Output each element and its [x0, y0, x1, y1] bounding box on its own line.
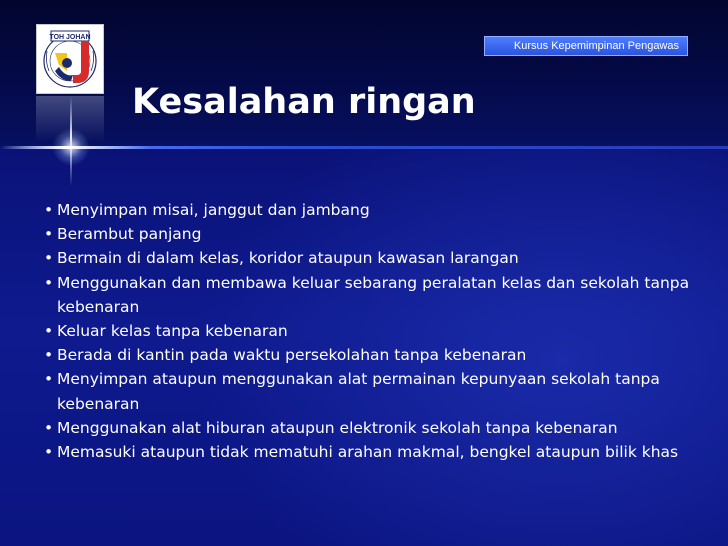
offence-list: [44, 198, 704, 464]
logo-text: TOH JOHAN: [49, 34, 91, 41]
list-item-text: Menggunakan alat hiburan ataupun elektronik sekolah tanpa kebenaran: [57, 418, 618, 437]
lens-flare-horizontal: [0, 146, 150, 149]
list-item: [44, 440, 704, 464]
list-item: [44, 416, 704, 440]
bullet-icon: •: [44, 418, 54, 437]
bullet-icon: •: [44, 443, 54, 462]
bullet-icon: •: [44, 346, 54, 365]
list-item: [44, 319, 704, 343]
bullet-icon: •: [44, 322, 54, 341]
list-item-text: Menyimpan misai, janggut dan jambang: [57, 201, 370, 219]
list-item: [44, 367, 704, 415]
list-item: [44, 222, 704, 246]
bullet-icon: •: [44, 273, 54, 292]
list-item: [44, 198, 704, 222]
school-logo: [36, 24, 104, 94]
list-item-text: Memasuki ataupun tidak mematuhi arahan makmal, bengkel ataupun bilik khas: [57, 443, 679, 462]
course-label: Kursus Kepemimpinan Pengawas: [484, 36, 688, 56]
list-item-text: Berada di kantin pada waktu persekolahan tanpa kebenaran: [57, 346, 527, 365]
list-item-text: Keluar kelas tanpa kebenaran: [57, 322, 288, 341]
school-crest-icon: [37, 25, 103, 93]
bullet-icon: •: [44, 249, 54, 268]
list-item-text: Menyimpan ataupun menggunakan alat permainan kepunyaan sekolah tanpa kebenaran: [57, 370, 660, 413]
list-item: [44, 246, 704, 270]
bullet-icon: •: [44, 225, 54, 244]
page-title: Kesalahan ringan: [132, 82, 476, 122]
list-item: [44, 271, 704, 319]
list-item: [44, 343, 704, 367]
list-item-text: Bermain di dalam kelas, koridor ataupun kawasan larangan: [57, 249, 519, 268]
lens-flare-vertical: [70, 96, 72, 186]
bullet-icon: •: [44, 201, 54, 219]
list-item-text: Menggunakan dan membawa keluar sebarang peralatan kelas dan sekolah tanpa kebenaran: [57, 273, 690, 316]
bullet-icon: •: [44, 370, 54, 389]
list-item-text: Berambut panjang: [57, 225, 202, 244]
